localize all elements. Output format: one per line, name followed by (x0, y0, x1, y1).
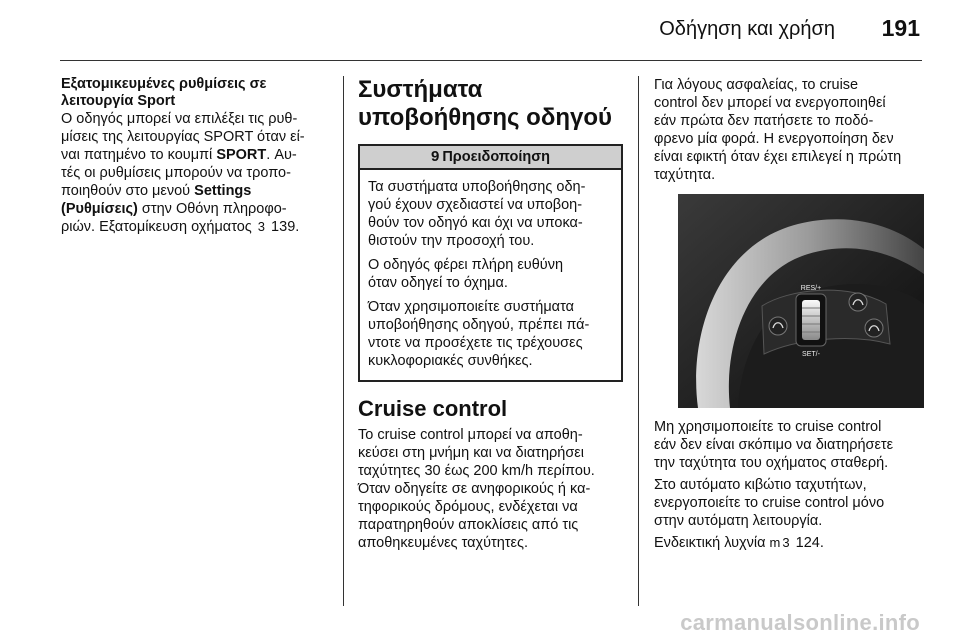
automatic-transmission-paragraph (654, 476, 924, 530)
steering-wheel-controls-image (678, 194, 924, 408)
text-line: ενεργοποιείτε το cruise control μόνο (654, 495, 885, 511)
text-line: στην αυτόματη λειτουργία. (654, 513, 823, 529)
set-minus-label: SET/- (802, 351, 820, 358)
res-plus-label: RES/+ (800, 285, 822, 292)
warning-title: Προειδοποίηση (442, 149, 551, 165)
cruise-control-heading: Cruise control (358, 396, 508, 421)
text-line: Μη χρησιμοποιείτε το cruise control (654, 419, 882, 435)
heading-line: υποβοήθησης οδηγού (358, 104, 613, 131)
text-fragment: Ενδεικτική λυχνία (654, 535, 770, 551)
warning-paragraph (368, 256, 614, 292)
steering-wheel-figure (678, 194, 924, 408)
text-line: εάν πρώτα δεν πατήσετε το ποδό- (654, 113, 874, 129)
text-line: παρατηρηθούν αποκλίσεις από τις (358, 517, 579, 533)
text-line (61, 200, 331, 218)
text-line: Στο αυτόματο κιβώτιο ταχυτήτων, (654, 477, 867, 493)
page-number: 191 (881, 15, 920, 41)
text-line: κεύσει στη μνήμη και να διατηρήσει (358, 445, 584, 461)
text-line: κυκλοφοριακές συνθήκες. (368, 353, 533, 369)
text-fragment: ναι πατημένο το κουμπί (61, 147, 217, 163)
text-line (654, 534, 924, 552)
page-reference: 124. (791, 535, 824, 551)
text-line: θούν τον οδηγό και όχι να υποκα- (368, 215, 583, 231)
column-1 (61, 76, 331, 240)
driver-assistance-heading (358, 76, 623, 132)
thumbwheel-icon (802, 300, 820, 340)
text-line: υποβοήθησης οδηγού, πρέπει πά- (368, 317, 590, 333)
text-line: ταχύτητες 30 έως 200 km/h περίπου. (358, 463, 595, 479)
text-line (61, 146, 331, 164)
text-line: control δεν μπορεί να ενεργοποιηθεί (654, 95, 886, 111)
column-divider-2 (638, 76, 639, 606)
warning-paragraph (368, 178, 614, 250)
text-fragment: ποιηθούν στο μενού (61, 183, 195, 199)
sport-settings-paragraph (61, 110, 331, 236)
text-line: Όταν χρησιμοποιείτε συστήματα (368, 299, 574, 315)
cruise-cancel-button-icon (769, 317, 787, 335)
sport-button-label: SPORT (216, 147, 267, 163)
text-line: γού έχουν σχεδιαστεί να υποβοη- (368, 197, 583, 213)
text-line: μίσεις της λειτουργίας SPORT όταν εί- (61, 129, 305, 145)
cruise-indicator-lamp-icon: m (769, 535, 781, 550)
warning-body (360, 170, 621, 380)
page-header-title: Οδήγηση και χρήση (659, 18, 835, 40)
warning-triangle-icon: 9 (430, 148, 440, 165)
cruise-on-button-icon (849, 293, 867, 311)
column-2 (358, 76, 623, 556)
speed-limiter-button-icon (865, 319, 883, 337)
text-line: Όταν οδηγείτε σε ανηφορικούς ή κα- (358, 481, 591, 497)
indicator-lamp-paragraph (654, 534, 924, 552)
text-line: είναι εφικτή όταν έχει επιλεγεί η πρώτη (654, 149, 902, 165)
sport-settings-subheading (61, 76, 331, 110)
text-line: αποθηκευμένες ταχύτητες. (358, 535, 529, 551)
text-line: Για λόγους ασφαλείας, το cruise (654, 77, 859, 93)
text-line: τηφορικούς δρόμους, ενδέχεται να (358, 499, 578, 515)
text-line: θιστούν την προσοχή του. (368, 233, 535, 249)
usage-warning-paragraph (654, 418, 924, 472)
text-line: ντοτε να προσέχετε τις τρέχουσες (368, 335, 583, 351)
column-3 (654, 76, 924, 556)
heading-line: Συστήματα (358, 76, 483, 103)
page-reference-arrow-icon: 3 (257, 219, 266, 234)
text-line: Το cruise control μπορεί να αποθη- (358, 427, 583, 443)
text-line: Ο οδηγός μπορεί να επιλέξει τις ρυθ- (61, 111, 298, 127)
text-line: φρενο μία φορά. Η ενεργοποίηση δεν (654, 131, 894, 147)
warning-box (358, 144, 623, 382)
watermark: carmanualsonline.info (680, 610, 920, 635)
column-divider-1 (343, 76, 344, 606)
settings-menu-label: Settings (194, 183, 252, 199)
settings-menu-label-greek: (Ρυθμίσεις) (61, 201, 138, 217)
text-line (61, 182, 331, 200)
text-line: τές οι ρυθμίσεις μπορούν να τροπο- (61, 165, 291, 181)
page-reference-arrow-icon: 3 (782, 535, 790, 550)
warning-paragraph (368, 298, 614, 370)
text-line: Ο οδηγός φέρει πλήρη ευθύνη (368, 257, 564, 273)
text-fragment: . Αυ- (266, 147, 297, 163)
safety-paragraph (654, 76, 924, 184)
warning-header (360, 146, 621, 170)
header-divider (60, 60, 922, 61)
text-fragment: ριών. Εξατομίκευση οχήματος (61, 219, 256, 235)
cruise-control-paragraph (358, 426, 623, 552)
text-line: την ταχύτητα του οχήματος σταθερή. (654, 455, 889, 471)
text-line: ταχύτητα. (654, 167, 716, 183)
text-line: εάν δεν είναι σκόπιμο να διατηρήσετε (654, 437, 894, 453)
page-reference: 139. (267, 219, 300, 235)
text-line: όταν οδηγεί το όχημα. (368, 275, 508, 291)
text-line (61, 218, 331, 236)
text-fragment: στην Οθόνη πληροφο- (137, 201, 287, 217)
text-line: Τα συστήματα υποβοήθησης οδη- (368, 179, 586, 195)
subheading-line: λειτουργία Sport (61, 93, 176, 109)
subheading-line: Εξατομικευμένες ρυθμίσεις σε (61, 76, 267, 92)
